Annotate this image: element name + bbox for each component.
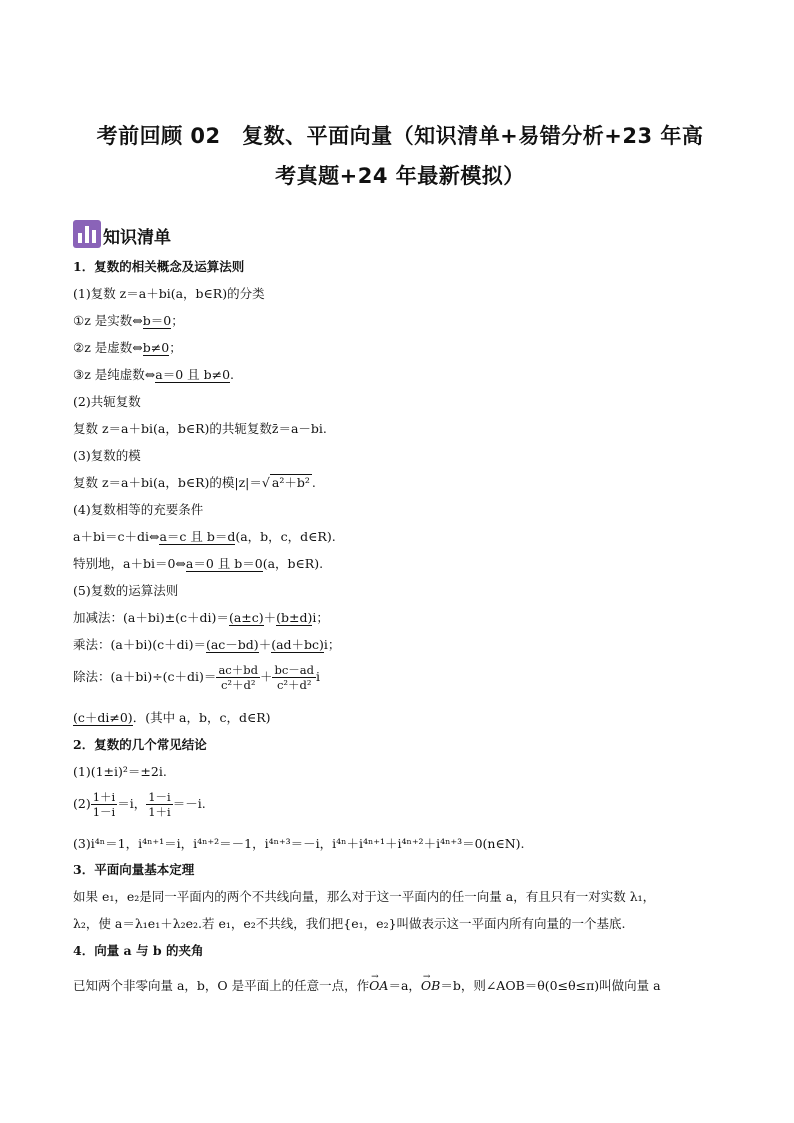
paragraph: (1)复数 z＝a＋bi(a，b∈R)的分类 [73,286,265,301]
document-title-line-1: 考前回顾 02 复数、平面向量（知识清单+易错分析+23 年高 [96,124,704,148]
text: 乘法：(a＋bi)(c＋di)＝ [73,637,206,652]
paragraph [73,637,340,653]
paragraph [73,790,206,819]
sqrt-sign: √ [261,475,270,490]
text: ； [169,340,182,355]
paragraph: 复数 z＝a＋bi(a，b∈R)的共轭复数z̄＝a－bi. [73,421,327,436]
paragraph: (1)(1±i)²＝±2i. [73,764,167,779]
paragraph [73,313,184,329]
paragraph: (5)复数的运算法则 [73,583,179,598]
text: ．(其中 a，b，c，d∈R) [132,710,271,725]
text: (a，b，c，d∈R). [235,529,336,544]
text: ＝b，则∠AOB＝θ(0≤θ≤π)叫做向量 a [440,978,661,993]
denominator: c²＋d² [276,678,312,692]
underlined-answer: (a±c) [228,610,264,625]
text: ①z 是实数⇔ [73,313,143,328]
section-title: 知识清单 [103,228,171,248]
fraction [272,663,316,692]
text: 加减法：(a＋bi)±(c＋di)＝ [73,610,229,625]
underlined-answer: (b±d) [276,610,313,625]
underlined-answer: a＝c 且 b＝d [159,529,236,544]
paragraph: (3)i⁴ⁿ＝1，i⁴ⁿ⁺¹＝i，i⁴ⁿ⁺²＝－1，i⁴ⁿ⁺³＝－i，i⁴ⁿ＋i⁴ⁿ⁺¹＋i⁴ⁿ⁺²＋i⁴ⁿ⁺³＝0(n∈N). [73,836,525,851]
text: . [230,367,235,382]
paragraph [73,978,661,994]
underlined-answer: a＝0 且 b≠0 [155,367,231,382]
heading-4: 4．向量 a 与 b 的夹角 [73,943,204,958]
underlined-answer: (c＋di≠0) [73,710,133,725]
vector-ob: → OB [421,978,440,994]
sqrt-content: a²＋b² [271,475,310,490]
bar-chart-icon [73,220,101,248]
vector-oa: → OA [369,978,388,994]
fraction [91,790,118,819]
text: (2) [73,796,91,811]
section-header [73,216,171,248]
paragraph [73,367,234,383]
paragraph: 如果 e₁，e₂是同一平面内的两个不共线向量，那么对于这一平面内的任一向量 a，有且只有一对实数 λ₁， [73,889,656,904]
paragraph [73,710,271,726]
paragraph: (4)复数相等的充要条件 [73,502,204,517]
text: 复数 z＝a＋bi(a，b∈R)的模|z|＝ [73,475,262,490]
text: ； [171,313,184,328]
text: ＋ [259,669,273,684]
paragraph [73,663,320,692]
text: ＝a， [388,978,421,993]
text: (a，b∈R). [262,556,324,571]
underlined-answer: (ac－bd) [205,637,259,652]
numerator: 1－i [148,790,171,804]
text: ＝－i. [172,796,206,811]
text: i； [312,610,329,625]
text: 已知两个非零向量 a，b，O 是平面上的任意一点，作 [73,978,370,993]
paragraph: (2)共轭复数 [73,394,141,409]
document-title-line-2: 考真题+24 年最新模拟） [275,164,525,188]
underlined-answer: b≠0 [142,340,170,355]
underlined-answer: b＝0 [142,313,172,328]
heading-3: 3．平面向量基本定理 [73,862,195,877]
numerator: 1＋i [92,790,116,804]
paragraph: (3)复数的模 [73,448,141,463]
underlined-answer: a＝0 且 b＝0 [185,556,263,571]
text: ＋ [258,637,272,652]
text: . [311,475,316,490]
numerator: ac＋bd [218,663,258,677]
paragraph [73,340,182,356]
paragraph [73,529,336,545]
denominator: 1＋i [148,805,171,819]
text: 除法：(a＋bi)÷(c＋di)＝ [73,669,217,684]
text: 特别地，a＋bi＝0⇔ [73,556,186,571]
underlined-answer: (ad＋bc) [271,637,324,652]
text: ②z 是虚数⇔ [73,340,143,355]
denominator: 1－i [92,805,116,819]
denominator: c²＋d² [220,678,256,692]
fraction [146,790,173,819]
text: ③z 是纯虚数⇔ [73,367,156,382]
paragraph: λ₂，使 a＝λ₁e₁＋λ₂e₂.若 e₁，e₂不共线，我们把{e₁，e₂}叫做表示这一平面内所有向量的一个基底. [73,916,626,931]
numerator: bc－ad [274,663,315,677]
text: ＝i， [117,796,147,811]
text: ＋ [263,610,277,625]
text: i [316,669,321,684]
paragraph [73,610,329,626]
text: i； [323,637,341,652]
fraction [216,663,260,692]
text: a＋bi＝c＋di⇔ [73,529,160,544]
paragraph [73,556,323,572]
heading-1: 1．复数的相关概念及运算法则 [73,259,245,274]
heading-2: 2．复数的几个常见结论 [73,737,207,752]
paragraph [73,475,316,491]
